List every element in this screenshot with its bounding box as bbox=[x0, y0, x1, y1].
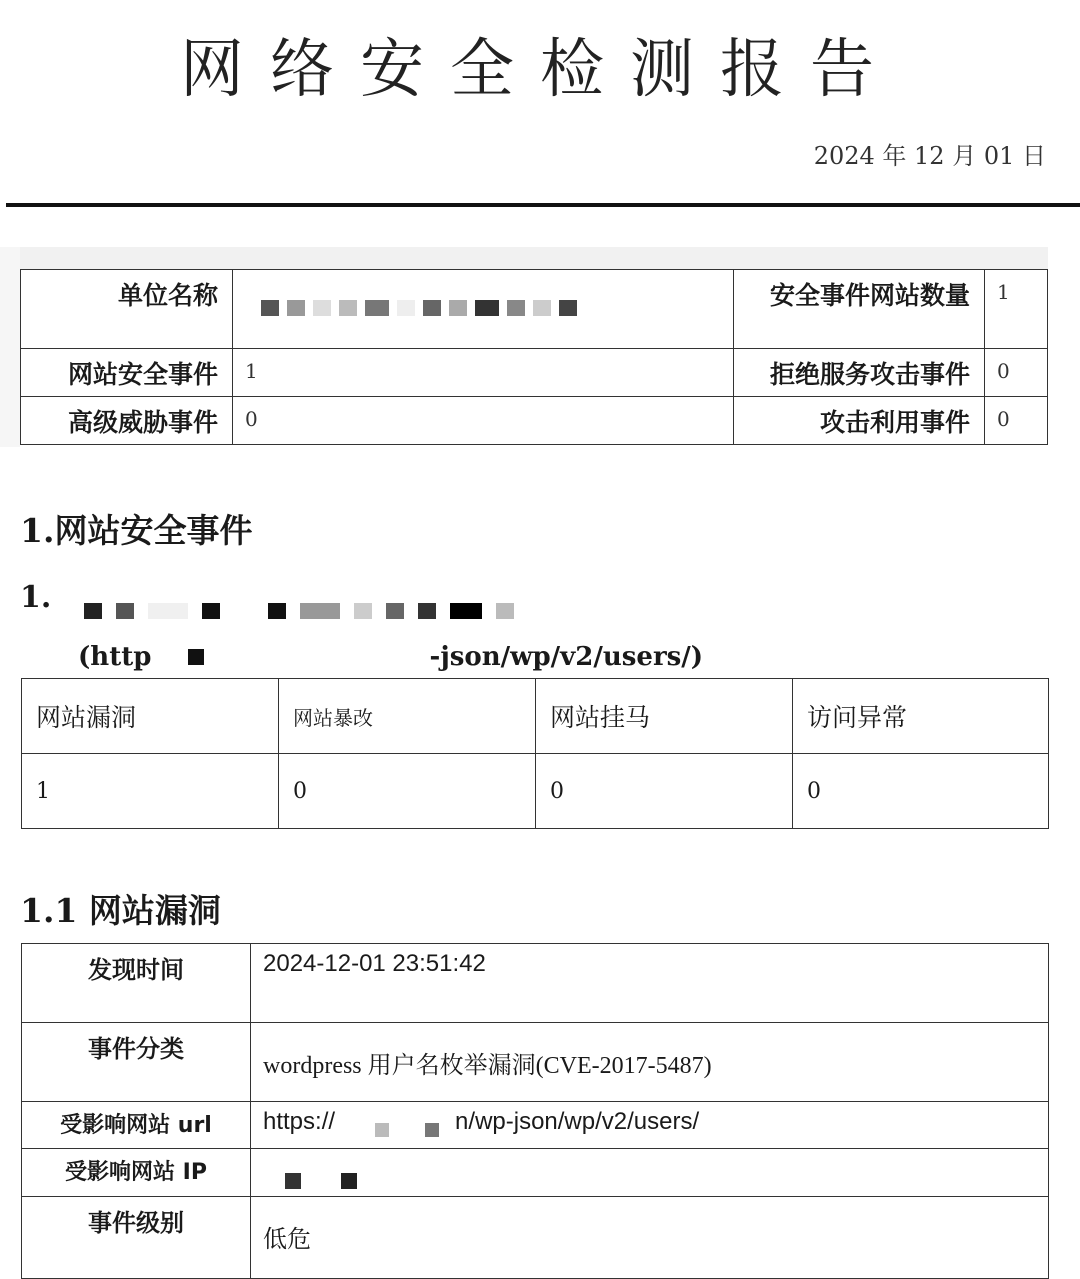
affected-url-prefix: https:// bbox=[263, 1108, 336, 1135]
found-time-label: 发现时间 bbox=[22, 944, 251, 1023]
count-header-vuln: 网站漏洞 bbox=[22, 679, 279, 754]
section-heading-site-events: 1.网站安全事件 bbox=[20, 511, 253, 550]
exploit-event-label: 攻击利用事件 bbox=[734, 397, 985, 445]
category-label: 事件分类 bbox=[22, 1023, 251, 1102]
section-heading-vulnerabilities: 1.1 网站漏洞 bbox=[20, 891, 221, 930]
subheading-prefix: 1. bbox=[20, 580, 52, 615]
report-date: 2024 年 12 月 01 日 bbox=[813, 142, 1046, 170]
count-value-deface: 0 bbox=[279, 754, 536, 829]
affected-ip-redacted bbox=[251, 1149, 1049, 1197]
url-redacted bbox=[160, 642, 420, 672]
dos-event-value: 0 bbox=[985, 349, 1048, 397]
apt-event-value: 0 bbox=[233, 397, 734, 445]
header-divider bbox=[6, 203, 1080, 207]
count-header-trojan: 网站挂马 bbox=[536, 679, 793, 754]
unit-name-label: 单位名称 bbox=[21, 270, 233, 349]
table-margin-column bbox=[0, 247, 20, 447]
affected-url-value bbox=[251, 1102, 1049, 1149]
subheading-url bbox=[78, 642, 703, 672]
site-security-event-label: 网站安全事件 bbox=[21, 349, 233, 397]
count-header-deface: 网站暴改 bbox=[279, 679, 536, 754]
table-margin-strip bbox=[0, 247, 1048, 269]
site-security-event-value: 1 bbox=[233, 349, 734, 397]
affected-url-redacted bbox=[335, 1116, 455, 1130]
count-value-vuln: 1 bbox=[22, 754, 279, 829]
url-suffix: -json/wp/v2/users/) bbox=[429, 642, 704, 672]
redaction-mosaic bbox=[261, 300, 577, 316]
exploit-event-value: 0 bbox=[985, 397, 1048, 445]
unit-name-value-redacted bbox=[233, 270, 734, 349]
report-title: 网络安全检测报告 bbox=[180, 33, 900, 107]
category-value: wordpress 用户名枚举漏洞(CVE-2017-5487) bbox=[251, 1023, 1049, 1102]
section-subheading bbox=[20, 580, 51, 615]
count-value-abnormal: 0 bbox=[793, 754, 1049, 829]
apt-event-label: 高级威胁事件 bbox=[21, 397, 233, 445]
vulnerability-detail-table bbox=[21, 943, 1049, 1279]
event-site-count-value: 1 bbox=[985, 270, 1048, 349]
event-level-value: 低危 bbox=[251, 1197, 1049, 1279]
affected-url-label: 受影响网站 url bbox=[22, 1102, 251, 1149]
affected-url-suffix: n/wp-json/wp/v2/users/ bbox=[455, 1108, 700, 1135]
dos-event-label: 拒绝服务攻击事件 bbox=[734, 349, 985, 397]
url-prefix: (http bbox=[78, 642, 152, 672]
subheading-redaction-mosaic bbox=[84, 603, 514, 619]
event-count-table bbox=[21, 678, 1049, 829]
affected-ip-label: 受影响网站 IP bbox=[22, 1149, 251, 1197]
count-value-trojan: 0 bbox=[536, 754, 793, 829]
event-site-count-label: 安全事件网站数量 bbox=[734, 270, 985, 349]
found-time-value: 2024-12-01 23:51:42 bbox=[251, 944, 1049, 1023]
summary-table bbox=[20, 269, 1048, 445]
event-level-label: 事件级别 bbox=[22, 1197, 251, 1279]
count-header-abnormal: 访问异常 bbox=[793, 679, 1049, 754]
